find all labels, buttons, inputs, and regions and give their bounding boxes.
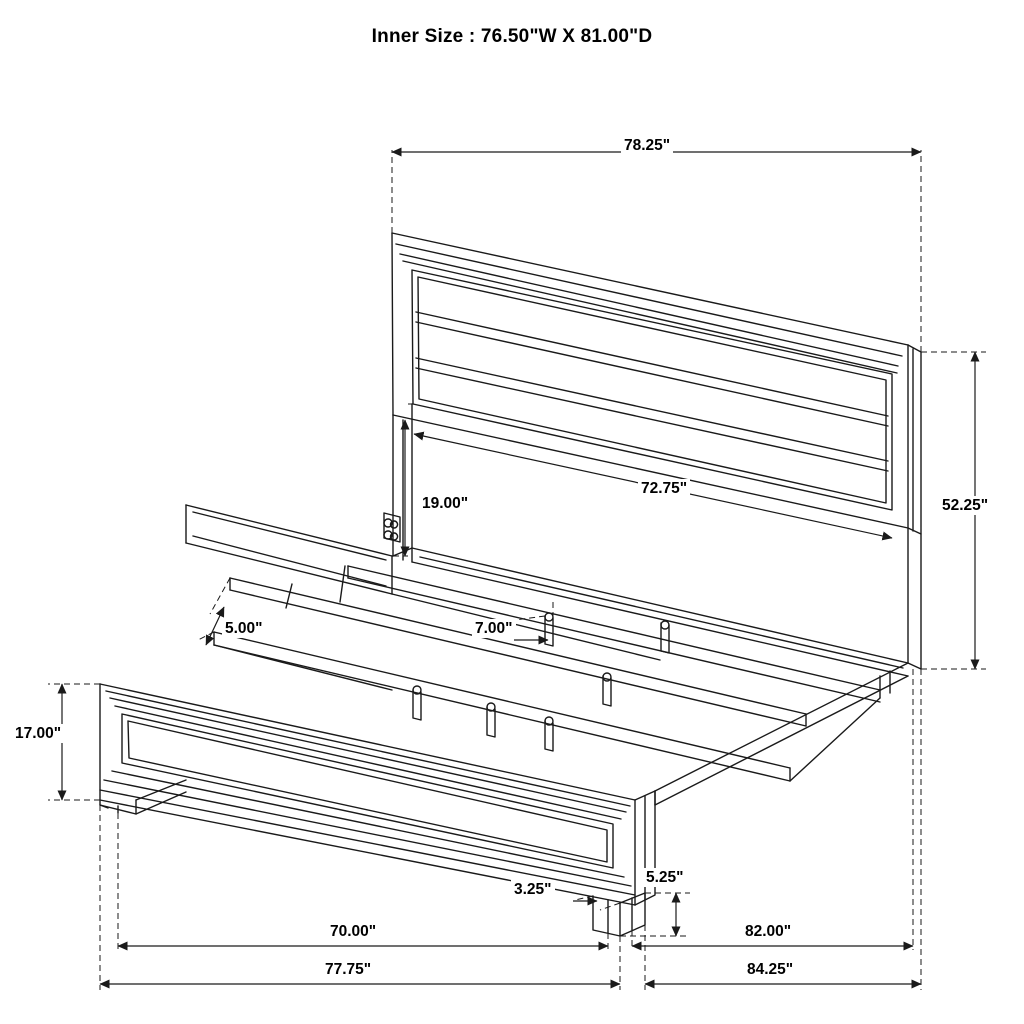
dimension-label-bed-depth-inner: 82.00" bbox=[742, 922, 794, 941]
dimension-label-foot-leg-height: 5.25" bbox=[643, 868, 687, 887]
dimension-label-slat-width: 5.00" bbox=[222, 619, 266, 638]
dimension-label-footboard-height: 17.00" bbox=[12, 724, 64, 743]
dimension-label-foot-rail-thickness: 3.25" bbox=[511, 880, 555, 899]
dimension-label-headboard-panel-width: 72.75" bbox=[638, 479, 690, 498]
dimension-label-bed-depth-outer: 84.25" bbox=[744, 960, 796, 979]
dimension-label-headboard-width: 78.25" bbox=[621, 136, 673, 155]
dimension-label-footboard-outer-width: 77.75" bbox=[322, 960, 374, 979]
dimension-label-footboard-inner-width: 70.00" bbox=[327, 922, 379, 941]
dimension-label-slat-spacing: 7.00" bbox=[472, 619, 516, 638]
page-title: Inner Size : 76.50"W X 81.00"D bbox=[371, 26, 653, 47]
dimension-label-headboard-height: 52.25" bbox=[939, 496, 991, 515]
dimension-label-rail-to-floor: 19.00" bbox=[419, 494, 471, 513]
